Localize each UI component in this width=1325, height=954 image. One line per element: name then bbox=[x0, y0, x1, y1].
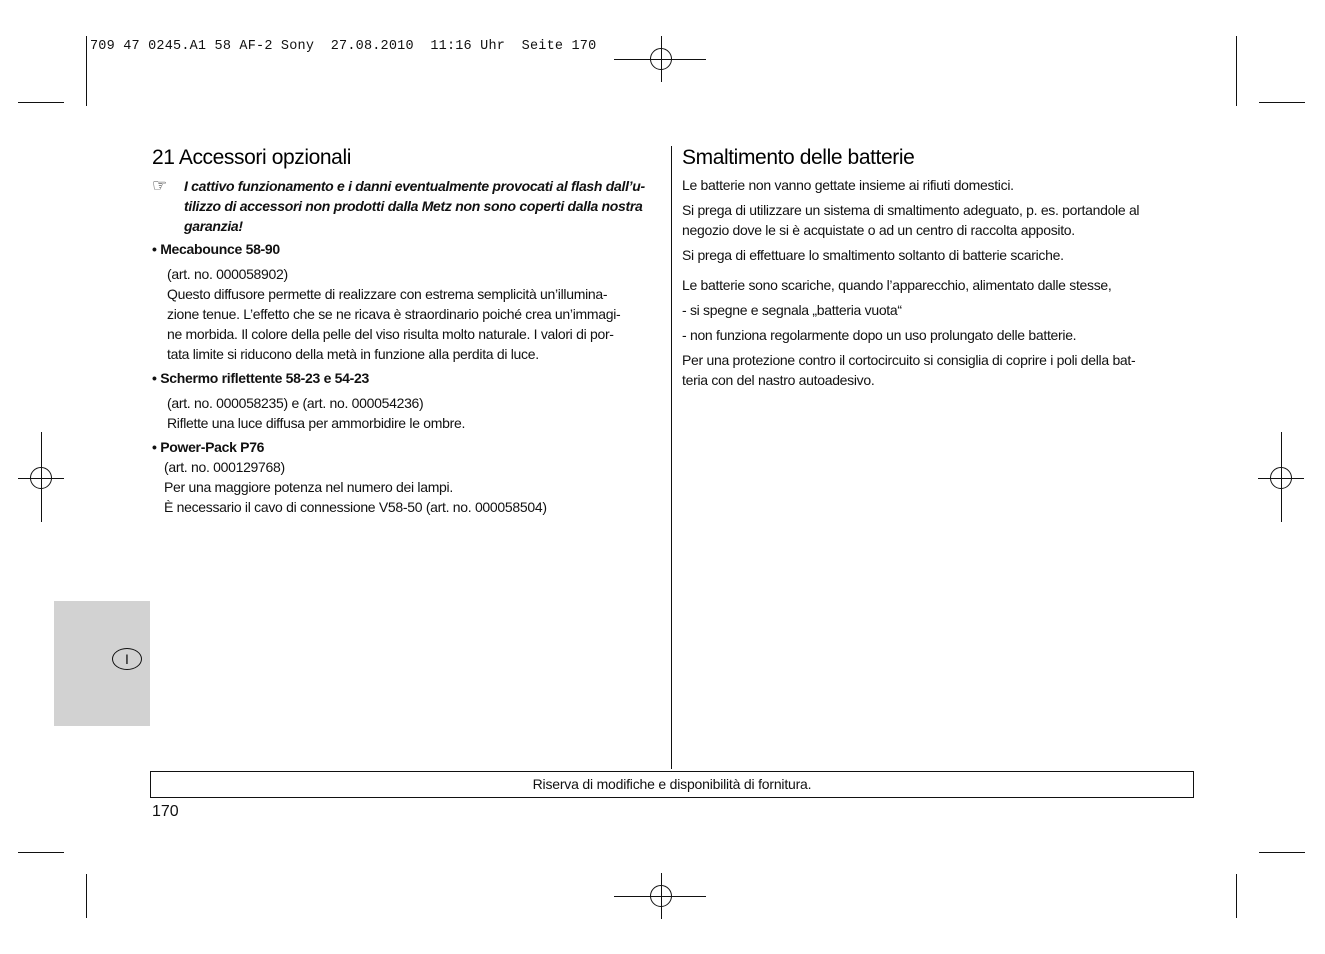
paragraph-line: Per una protezione contro il cortocircuito si consiglia di coprire i poli della bat- bbox=[682, 352, 1136, 368]
crop-mark bbox=[18, 852, 64, 853]
battery-disposal-text bbox=[682, 175, 1192, 390]
item-line: È necessario il cavo di connessione V58-50 (art. no. 000058504) bbox=[164, 499, 547, 515]
registration-line bbox=[1281, 432, 1282, 522]
section-title-accessories: 21 Accessori opzionali bbox=[152, 146, 351, 169]
registration-line bbox=[614, 896, 706, 897]
registration-line bbox=[614, 59, 706, 60]
item-line: Questo diffusore permette di realizzare con estrema semplicità un’illumina- bbox=[167, 286, 608, 302]
warranty-note bbox=[152, 176, 664, 236]
crop-mark bbox=[1259, 102, 1305, 103]
item-name: • Schermo riflettente 58-23 e 54-23 bbox=[152, 370, 369, 386]
section-title-battery-disposal: Smaltimento delle batterie bbox=[682, 146, 915, 169]
item-line: (art. no. 000129768) bbox=[164, 459, 285, 475]
paragraph-line: negozio dove le si è acquistate o ad un centro di raccolta apposito. bbox=[682, 222, 1075, 238]
paragraph-line: Si prega di effettuare lo smaltimento soltanto di batterie scariche. bbox=[682, 247, 1064, 263]
note-line: tilizzo di accessori non prodotti dalla Metz non sono coperti dalla nostra bbox=[184, 198, 643, 214]
accessory-item-mecabounce bbox=[152, 239, 664, 364]
item-line: tata limite si riducono della metà in funzione alla perdita di luce. bbox=[167, 346, 539, 362]
note-line: garanzia! bbox=[184, 218, 243, 234]
paragraph-line: Si prega di utilizzare un sistema di smaltimento adeguato, p. es. portandole al bbox=[682, 202, 1140, 218]
item-line: Riflette una luce diffusa per ammorbidire le ombre. bbox=[167, 415, 466, 431]
paragraph-line: Le batterie sono scariche, quando l’apparecchio, alimentato dalle stesse, bbox=[682, 277, 1112, 293]
print-slug: 709 47 0245.A1 58 AF-2 Sony 27.08.2010 11:16 Uhr Seite 170 bbox=[90, 39, 597, 54]
crop-mark bbox=[86, 36, 87, 106]
crop-mark bbox=[1236, 874, 1237, 918]
note-line: I cattivo funzionamento e i danni eventualmente provocati al flash dall’u- bbox=[184, 178, 645, 194]
item-name: • Mecabounce 58-90 bbox=[152, 241, 280, 257]
registration-line bbox=[41, 432, 42, 522]
paragraph-line: teria con del nastro autoadesivo. bbox=[682, 372, 875, 388]
column-divider bbox=[671, 146, 672, 769]
item-line: (art. no. 000058902) bbox=[167, 266, 288, 282]
crop-mark bbox=[1236, 36, 1237, 106]
footer-disclaimer: Riserva di modifiche e disponibilità di fornitura. bbox=[150, 771, 1194, 798]
item-line: (art. no. 000058235) e (art. no. 000054236) bbox=[167, 395, 424, 411]
item-line: ne morbida. Il colore della pelle del viso risulta molto naturale. I valori di por- bbox=[167, 326, 614, 342]
pointing-hand-icon: ☞ bbox=[152, 176, 167, 195]
crop-mark bbox=[1259, 852, 1305, 853]
accessory-item-powerpack bbox=[152, 437, 664, 517]
crop-mark bbox=[86, 874, 87, 918]
language-tab-badge: I bbox=[112, 648, 142, 670]
item-line: zione tenue. L’effetto che se ne ricava è straordinario poiché crea un’immagi- bbox=[167, 306, 621, 322]
item-name: • Power-Pack P76 bbox=[152, 439, 265, 455]
crop-mark bbox=[18, 102, 64, 103]
paragraph-line: - non funziona regolarmente dopo un uso prolungato delle batterie. bbox=[682, 327, 1077, 343]
paragraph-line: Le batterie non vanno gettate insieme ai rifiuti domestici. bbox=[682, 177, 1014, 193]
page-number: 170 bbox=[152, 803, 179, 820]
item-line: Per una maggiore potenza nel numero dei lampi. bbox=[164, 479, 453, 495]
accessory-item-reflector bbox=[152, 368, 664, 433]
language-tab bbox=[54, 601, 150, 726]
paragraph-line: - si spegne e segnala „batteria vuota“ bbox=[682, 302, 902, 318]
